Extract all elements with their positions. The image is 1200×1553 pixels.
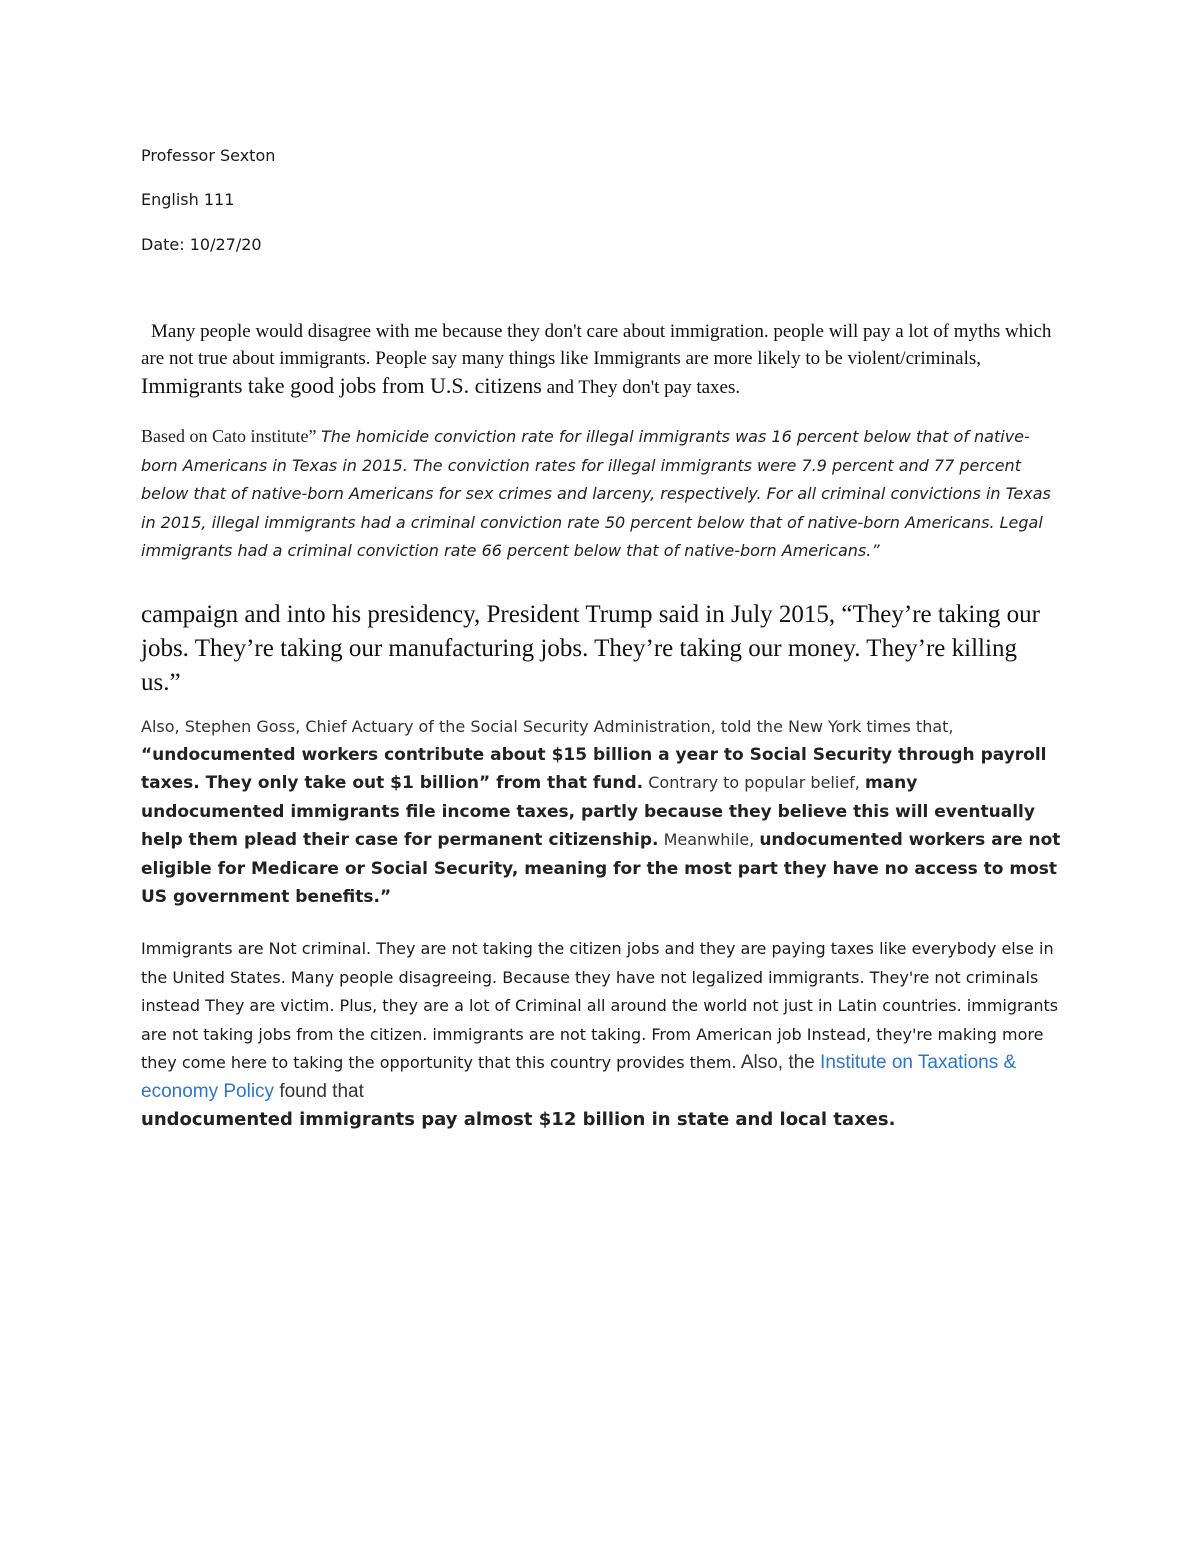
paragraph-cato-quote [141, 423, 1061, 566]
professor-line: Professor Sexton [141, 146, 276, 165]
paragraph-intro [141, 318, 1061, 401]
ss-bold-2: many undocumented immigrants file income taxes, partly because they believe this will eventually help them plead their case for permanent citizenship. [141, 773, 1035, 850]
intro-text-1: Many people would disagree with me because they don't care about immigration. people will pay a lot of myths which are not true about immigrants. People say many things like Immigrants are more likely to be violent/criminals, [141, 321, 1052, 369]
paragraph-trump-quote: campaign and into his presidency, President Trump said in July 2015, “They’re taking our jobs. They’re taking our manufacturing jobs. They’re taking our money. They’re killing us.” [141, 601, 1040, 696]
course-line: English 111 [141, 190, 235, 209]
paragraph-conclusion [141, 935, 1061, 1135]
conclusion-found: found that [274, 1080, 364, 1102]
cato-quote: The homicide conviction rate for illegal immigrants was 16 percent below that of native-born Americans in Texas in 2015. The conviction rates for illegal immigrants were 7.9 percent and 77 percent below that of native-born Americans for sex crimes and larceny, respectively. For all criminal convictions in Texas in 2015, illegal immigrants had a criminal conviction rate 50 percent below that of native-born Americans. Legal immigrants had a criminal conviction rate 66 percent below that of native-born Americans.” [141, 427, 1051, 560]
ss-bold-3: undocumented workers are not eligible for Medicare or Social Security, meaning for the most part they have no access to most US government benefits.” [141, 830, 1061, 907]
conclusion-also: Also, the [736, 1052, 821, 1073]
cato-lead: Based on Cato institute” [141, 426, 321, 446]
ss-bold-1: “undocumented workers contribute about $15 billion a year to Social Security through payroll taxes. They only take out $1 billion” from that fund. [141, 744, 1047, 793]
ss-mid-1: Contrary to popular belief, [643, 773, 865, 792]
conclusion-text: Immigrants are Not criminal. They are not taking the citizen jobs and they are paying taxes like everybody else in the United States. Many people disagreeing. Because they have not legalized immigrants. They're not criminals instead They are victim. Plus, they are a lot of Criminal all around the world not just in Latin countries. immigrants are not taking jobs from the citizen. immigrants are not taking. From American job Instead, they're making more they come here to taking the opportunity that this country provides them. [141, 939, 1059, 1072]
paragraph-social-security [141, 713, 1061, 912]
intro-text-2: Immigrants take good jobs from U.S. citizens [141, 373, 542, 398]
ss-intro: Also, Stephen Goss, Chief Actuary of the Social Security Administration, told the New York times that, [141, 717, 954, 736]
intro-text-3: and They don't pay taxes. [541, 377, 741, 398]
ss-mid-2: Meanwhile, [658, 830, 760, 849]
itep-link[interactable]: Institute on Taxations & economy Policy [141, 1052, 1017, 1102]
date-line: Date: 10/27/20 [141, 235, 262, 254]
conclusion-finale: undocumented immigrants pay almost $12 billion in state and local taxes. [141, 1109, 896, 1130]
